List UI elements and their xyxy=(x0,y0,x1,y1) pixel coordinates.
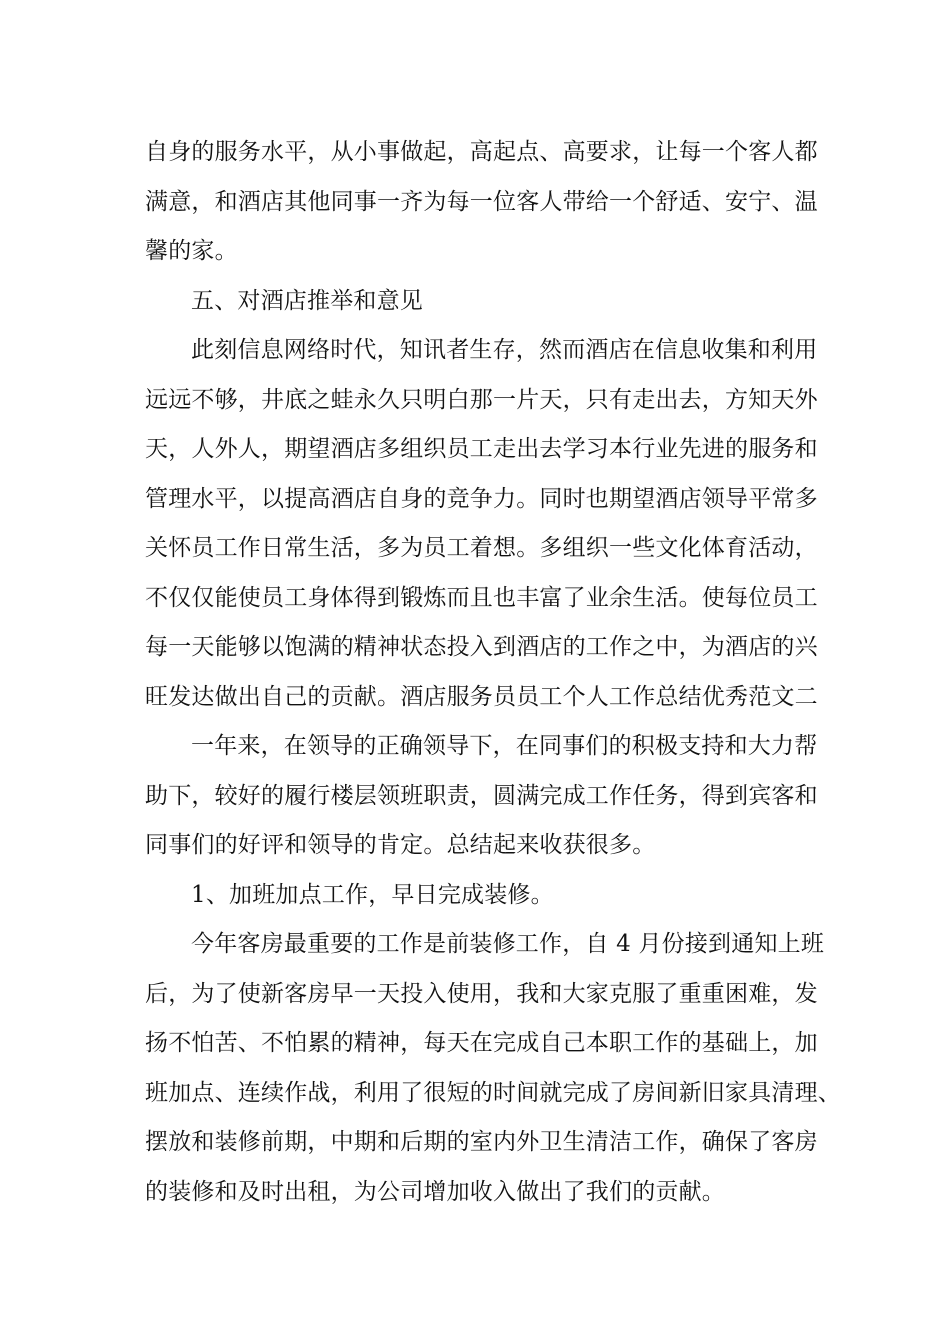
text-line: 馨的家。 xyxy=(145,238,238,264)
text-line: 自身的服务水平，从小事做起，高起点、高要求，让每一个客人都 xyxy=(145,139,818,165)
text-line: 一年来，在领导的正确领导下，在同事们的积极支持和大力帮 xyxy=(191,733,818,759)
text-line: 摆放和装修前期，中期和后期的室内外卫生清洁工作，确保了客房 xyxy=(145,1129,818,1155)
text-line: 旺发达做出自己的贡献。酒店服务员员工个人工作总结优秀范文二 xyxy=(145,683,818,710)
section-heading: 五、对酒店推举和意见 xyxy=(191,287,423,314)
text-line: 关怀员工作日常生活，多为员工着想。多组织一些文化体育活动， xyxy=(145,535,818,561)
section-heading: 1、加班加点工作，早日完成装修。 xyxy=(191,881,554,908)
text-line: 不仅仅能使员工身体得到锻炼而且也丰富了业余生活。使每位员工 xyxy=(145,584,818,611)
text-line: 班加点、连续作战，利用了很短的时间就完成了房间新旧家具清理、 xyxy=(145,1079,841,1106)
text-line: 每一天能够以饱满的精神状态投入到酒店的工作之中，为酒店的兴 xyxy=(145,634,818,660)
text-line: 扬不怕苦、不怕累的精神，每天在完成自己本职工作的基础上，加 xyxy=(145,1030,818,1056)
text-line: 天，人外人，期望酒店多组织员工走出去学习本行业先进的服务和 xyxy=(145,436,818,462)
text-line: 同事们的好评和领导的肯定。总结起来收获很多。 xyxy=(145,832,656,858)
text-line: 后，为了使新客房早一天投入使用，我和大家克服了重重困难，发 xyxy=(145,980,818,1007)
document-body xyxy=(145,128,841,1217)
text-line: 此刻信息网络时代，知讯者生存，然而酒店在信息收集和利用 xyxy=(191,337,818,363)
text-line: 助下，较好的履行楼层领班职责，圆满完成工作任务，得到宾客和 xyxy=(145,782,818,809)
text-line: 今年客房最重要的工作是前装修工作，自 4 月份接到通知上班 xyxy=(191,931,825,957)
text-line: 满意，和酒店其他同事一齐为每一位客人带给一个舒适、安宁、温 xyxy=(145,188,818,215)
text-line: 远远不够，井底之蛙永久只明白那一片天，只有走出去，方知天外 xyxy=(145,386,818,413)
text-line: 的装修和及时出租，为公司增加收入做出了我们的贡献。 xyxy=(145,1178,725,1205)
text-line: 管理水平，以提高酒店自身的竞争力。同时也期望酒店领导平常多 xyxy=(145,485,818,512)
